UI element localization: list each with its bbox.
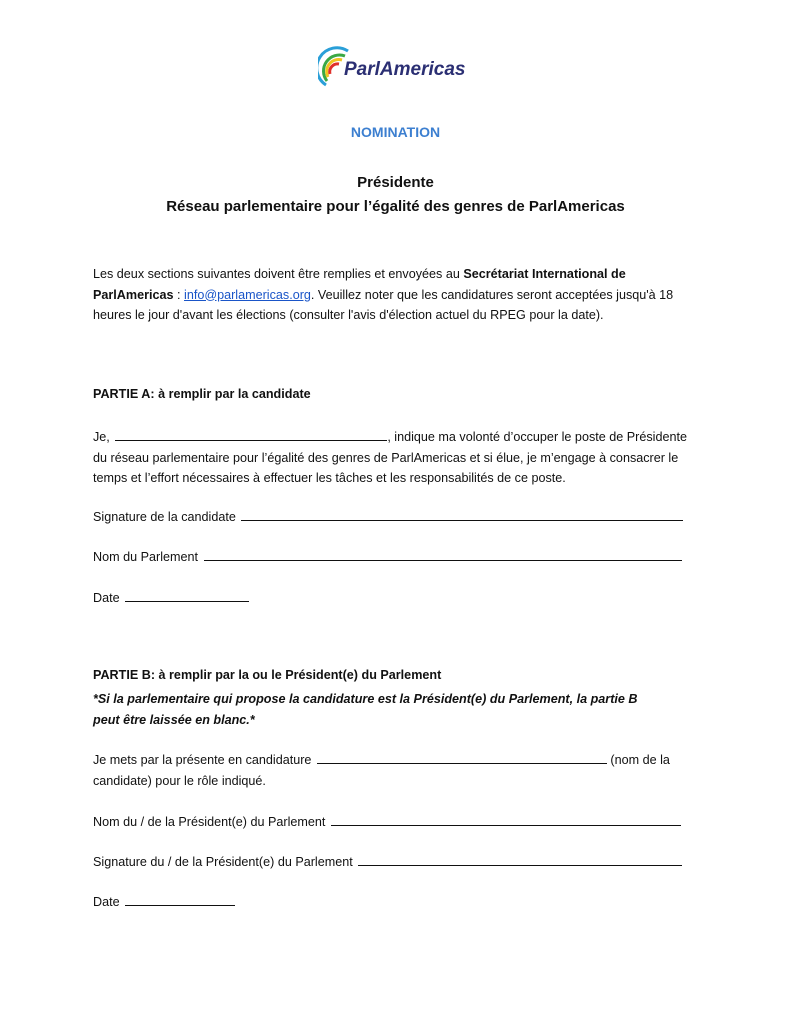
parliament-name-label: Nom du Parlement <box>93 550 202 564</box>
part-b-note-line-2: peut être laissée en blanc.* <box>93 712 255 727</box>
part-b-date-label: Date <box>93 895 124 909</box>
part-a-heading: PARTIE A: à remplir par la candidate <box>93 387 311 401</box>
candidate-signature-label: Signature de la candidate <box>93 510 240 524</box>
part-a-line-3: temps et l’effort nécessaires à effectuer les tâches et les responsabilités de ce poste. <box>93 471 566 485</box>
nominee-name-field[interactable] <box>317 751 607 764</box>
part-b-nomination-text: Je mets par la présente en candidature <box>93 753 315 767</box>
part-b-heading: PARTIE B: à remplir par la ou le Président(e) du Parlement <box>93 668 442 682</box>
part-a-date-row <box>93 589 249 605</box>
parliament-name-field[interactable] <box>204 548 682 561</box>
page-title-line-1: Présidente <box>357 174 434 191</box>
part-b-note <box>93 689 638 730</box>
intro-text: Les deux sections suivantes doivent être remplies et envoyées au <box>93 267 464 281</box>
parlamericas-logo <box>318 45 478 95</box>
organization-name: ParlAmericas <box>93 287 174 302</box>
part-a-date-field[interactable] <box>125 589 249 602</box>
part-b-date-field[interactable] <box>125 893 235 906</box>
intro-deadline-text-2: heures le jour d'avant les élections (consulter l'avis d'élection actuel du RPEG pour la date). <box>93 308 604 322</box>
part-b-date-row <box>93 893 235 909</box>
president-signature-row <box>93 853 682 869</box>
part-b-line-2: candidate) pour le rôle indiqué. <box>93 773 266 788</box>
candidate-signature-field[interactable] <box>241 508 683 521</box>
part-a-statement: , indique ma volonté d’occuper le poste de Présidente <box>387 430 687 444</box>
intro-deadline-text: . Veuillez noter que les candidatures seront acceptées jusqu'à 18 <box>310 287 674 302</box>
part-b-note-line-1: *Si la parlementaire qui propose la candidature est la Président(e) du Parlement, la partie B <box>93 692 638 706</box>
part-b-nominee-hint: (nom de la <box>606 753 670 767</box>
nomination-heading: NOMINATION <box>350 124 441 140</box>
email-link[interactable]: info@parlamericas.org <box>184 287 311 302</box>
president-signature-label: Signature du / de la Président(e) du Parlement <box>93 855 357 869</box>
president-name-field[interactable] <box>331 813 681 826</box>
candidate-signature-row <box>93 508 683 524</box>
parliament-name-row <box>93 548 682 564</box>
part-a-je: Je, <box>93 430 114 444</box>
page-title-line-2: Réseau parlementaire pour l’égalité des genres de ParlAmericas <box>166 198 625 215</box>
intro-paragraph <box>93 264 693 326</box>
part-b-paragraph <box>93 750 693 791</box>
part-a-line-2: du réseau parlementaire pour l’égalité des genres de ParlAmericas et si élue, je m’engage à consacrer le <box>93 450 679 465</box>
intro-separator: : <box>173 287 185 302</box>
candidate-name-field[interactable] <box>115 428 387 441</box>
president-name-row <box>93 813 681 829</box>
logo-text: ParlAmericas <box>344 59 466 80</box>
part-a-date-label: Date <box>93 591 124 605</box>
secretariat-name: Secrétariat International de <box>463 267 626 281</box>
part-a-paragraph <box>93 427 693 489</box>
president-name-label: Nom du / de la Président(e) du Parlement <box>93 815 329 829</box>
president-signature-field[interactable] <box>358 853 682 866</box>
